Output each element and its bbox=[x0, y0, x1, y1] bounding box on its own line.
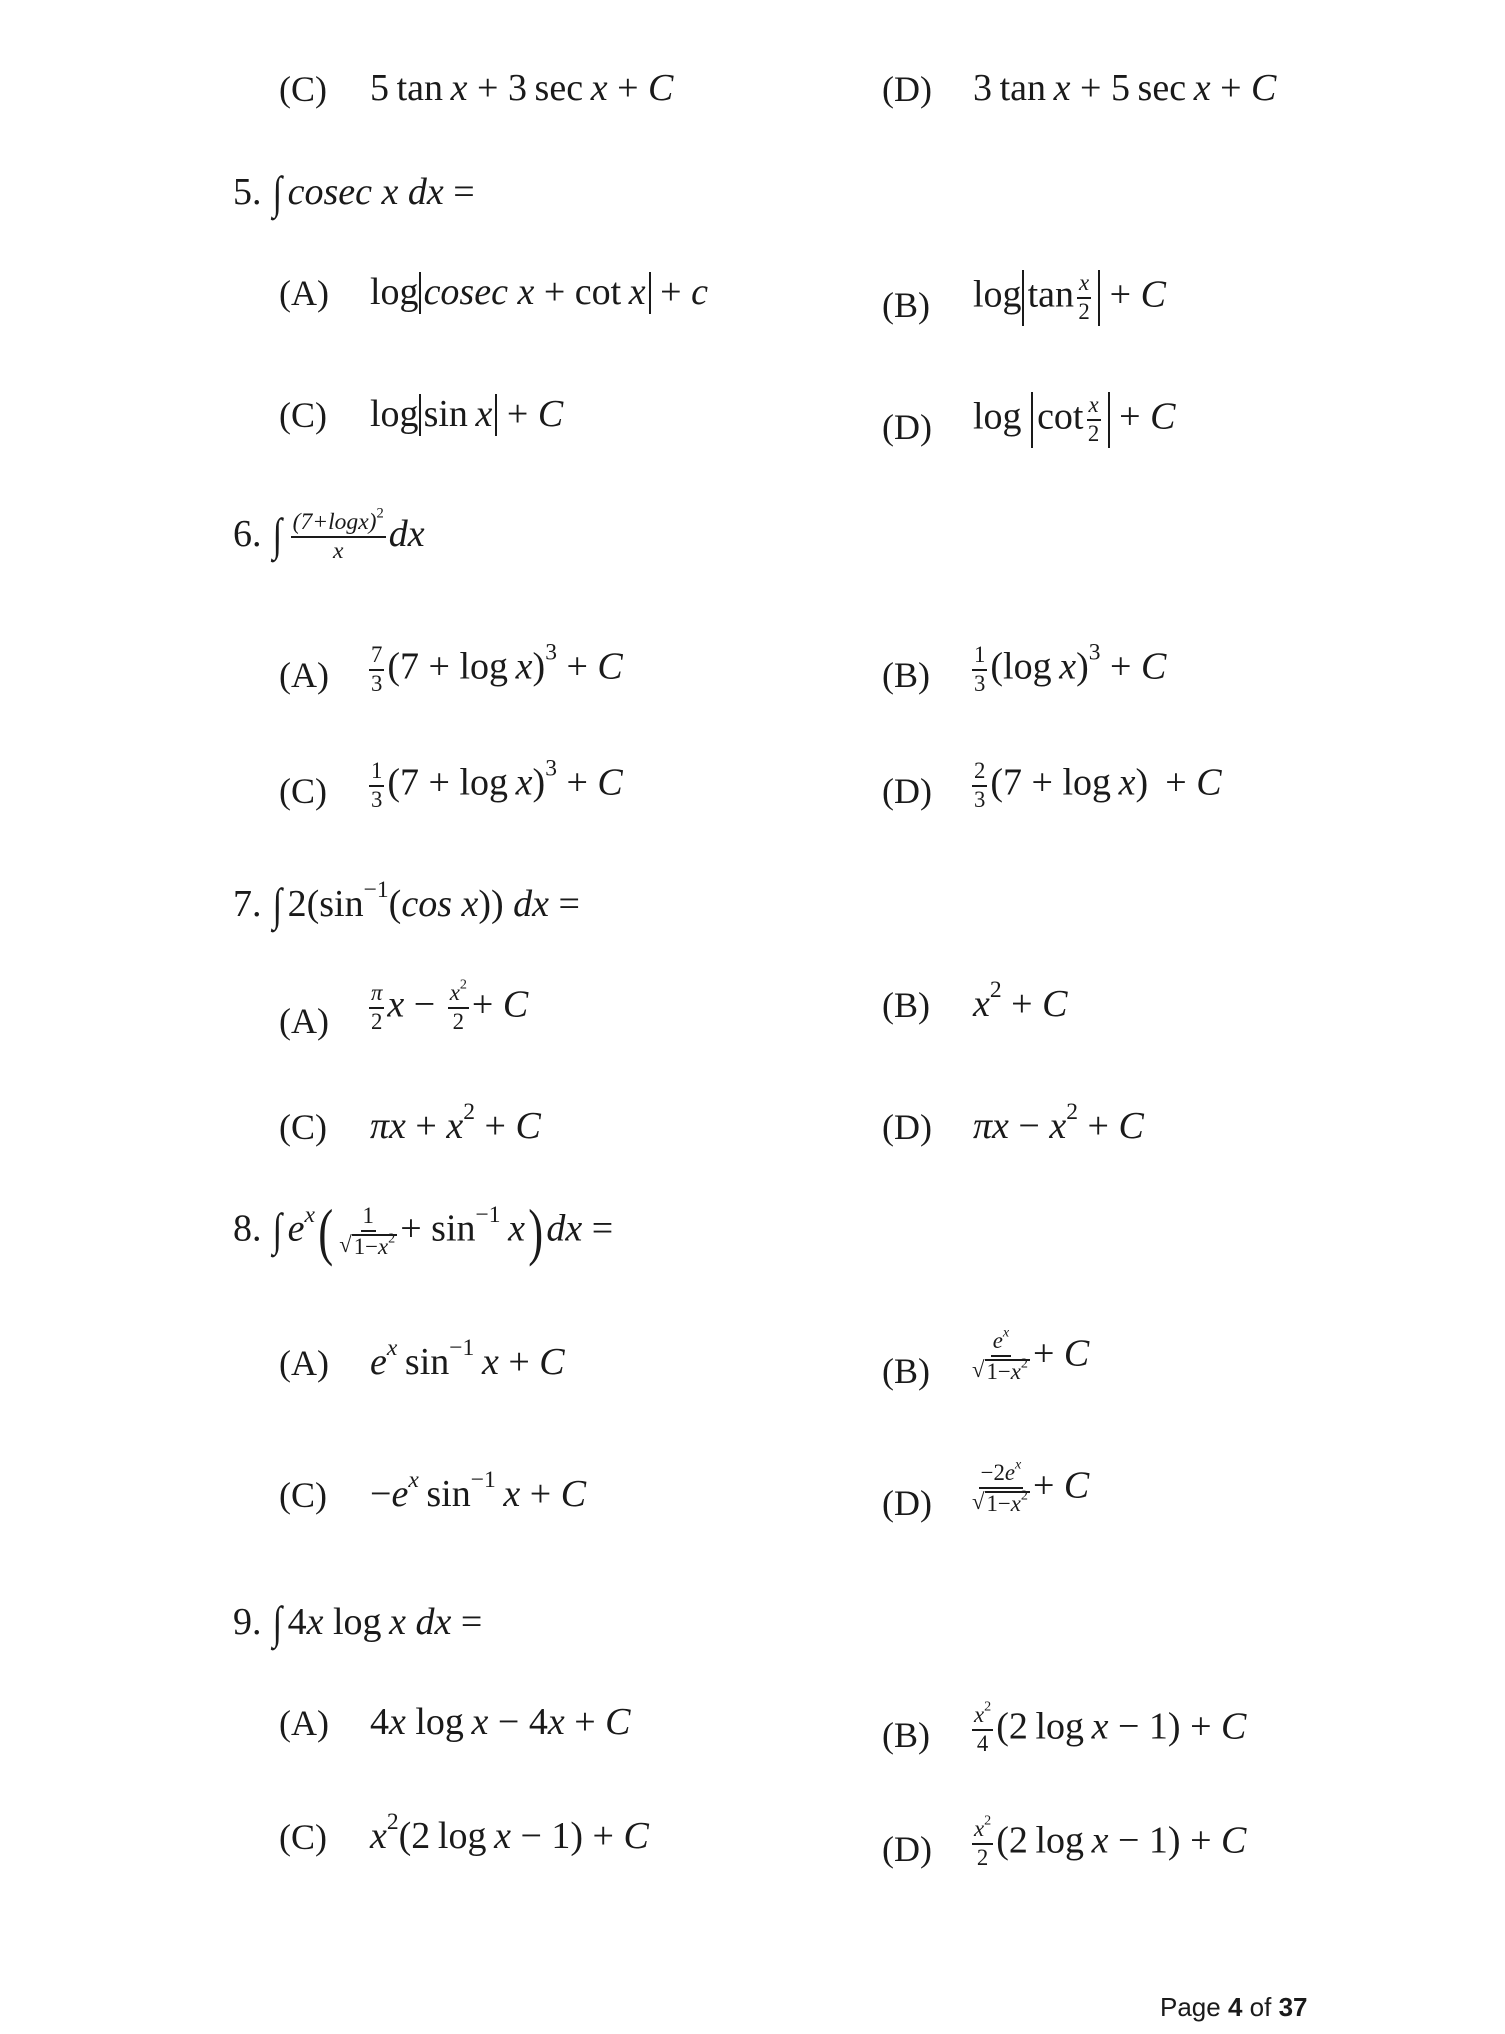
page-footer bbox=[1160, 1992, 1308, 2023]
question-6: 6. ∫ $\frac{(7+\log x)^2}{x}$ dx bbox=[233, 505, 425, 565]
page-total: 37 bbox=[1278, 1992, 1308, 2022]
question-number: 6. bbox=[233, 513, 262, 555]
option-text: $-e^x$ $\sin^{-1} x + C$ bbox=[370, 1467, 587, 1515]
question-7: 7. ∫ $2(\sin^{-1}(\cos$ x)) dx = bbox=[233, 877, 580, 930]
option-label: (B) bbox=[882, 655, 930, 695]
option-text: $\frac{2}{3}$ (7 + log x) + C bbox=[974, 758, 1222, 812]
option-label: (B) bbox=[882, 985, 930, 1025]
question-number: 7. bbox=[233, 883, 262, 925]
option-text: $\pi x - x^2 + C$ bbox=[973, 1099, 1144, 1147]
option-text: $\frac{7}{3}$ $(7 + \log x)^3 + C$ bbox=[371, 639, 623, 696]
option-text: 4x log x − 4x + C bbox=[370, 1701, 631, 1743]
option-label: (B) bbox=[882, 1351, 930, 1391]
question-number: 9. bbox=[233, 1601, 262, 1643]
option-text: $\pi x + x^2 + C$ bbox=[370, 1099, 541, 1147]
integral-icon: ∫ bbox=[272, 167, 283, 218]
option-text: log sin x + C bbox=[370, 393, 564, 435]
option-label: (C) bbox=[279, 771, 327, 811]
option-text: 5 tan x + 3 sec x + C bbox=[370, 67, 674, 109]
option-label: (D) bbox=[882, 1107, 932, 1147]
option-label: (D) bbox=[882, 69, 932, 109]
option-label: (C) bbox=[279, 1817, 327, 1857]
option-text: log cosec x + cot x + c bbox=[370, 271, 708, 313]
option-text: 3 tan x + 5 sec x + C bbox=[973, 67, 1277, 109]
option-label: (A) bbox=[279, 273, 329, 313]
integral-icon: ∫ bbox=[272, 879, 283, 930]
integral-icon: ∫ bbox=[272, 1597, 283, 1648]
option-label: (D) bbox=[882, 407, 932, 447]
question-9: 9. ∫ 4x log x dx = bbox=[233, 1597, 483, 1648]
option-label: (B) bbox=[882, 285, 930, 325]
option-label: (D) bbox=[882, 1483, 932, 1523]
option-text: $-2e^x$ √ $1-x^2$ + C bbox=[972, 1456, 1090, 1516]
option-label: (A) bbox=[279, 1343, 329, 1383]
option-text: $e^x$ √ $1-x^2$ + C bbox=[972, 1324, 1090, 1384]
page-prefix: Page bbox=[1160, 1992, 1221, 2022]
question-number: 8. bbox=[233, 1207, 262, 1250]
option-label: (C) bbox=[279, 1475, 327, 1515]
question-8: 8. ∫ $e^x$( 1 √ $1-x^2$ + $\sin^{-1} x)dx$ = bbox=[233, 1196, 614, 1267]
option-label: (A) bbox=[279, 1703, 329, 1743]
option-text: $x^2 + C$ bbox=[973, 977, 1068, 1025]
option-text: $x^2(2$ log x − 1) + C bbox=[370, 1809, 649, 1857]
option-text: $\frac{1}{3}$ $(7 + \log x)^3 + C$ bbox=[371, 755, 623, 812]
integral-icon: ∫ bbox=[272, 1203, 283, 1255]
option-label: (C) bbox=[279, 395, 327, 435]
page-current: 4 bbox=[1227, 1992, 1243, 2022]
option-text: $\frac{x^2}{2}$ (2 log x − 1) + C bbox=[974, 1812, 1247, 1870]
option-text: $\frac{\pi}{2}$ x − $\frac{x^2}{2}$ + C bbox=[371, 976, 529, 1034]
integral-icon: ∫ bbox=[272, 509, 283, 560]
option-label: (C) bbox=[279, 69, 327, 109]
option-text: log cot $\frac{x}{2}$ + C bbox=[973, 392, 1176, 446]
page-of: of bbox=[1249, 1992, 1272, 2022]
question-5: 5. ∫ cosec x dx = bbox=[233, 167, 475, 218]
option-text: log tan $\frac{x}{2}$ + C bbox=[973, 270, 1166, 324]
option-label: (D) bbox=[882, 1829, 932, 1869]
question-number: 5. bbox=[233, 171, 262, 213]
option-text: $\frac{1}{3}$ (log x)$^3$ + C bbox=[974, 639, 1167, 696]
option-text: $\frac{x^2}{4}$ (2 log x − 1) + C bbox=[974, 1698, 1247, 1756]
option-label: (A) bbox=[279, 655, 329, 695]
option-label: (A) bbox=[279, 1001, 329, 1041]
option-text: $e^x$ $\sin^{-1} x + C$ bbox=[370, 1335, 565, 1383]
option-label: (D) bbox=[882, 771, 932, 811]
option-label: (C) bbox=[279, 1107, 327, 1147]
option-label: (B) bbox=[882, 1715, 930, 1755]
